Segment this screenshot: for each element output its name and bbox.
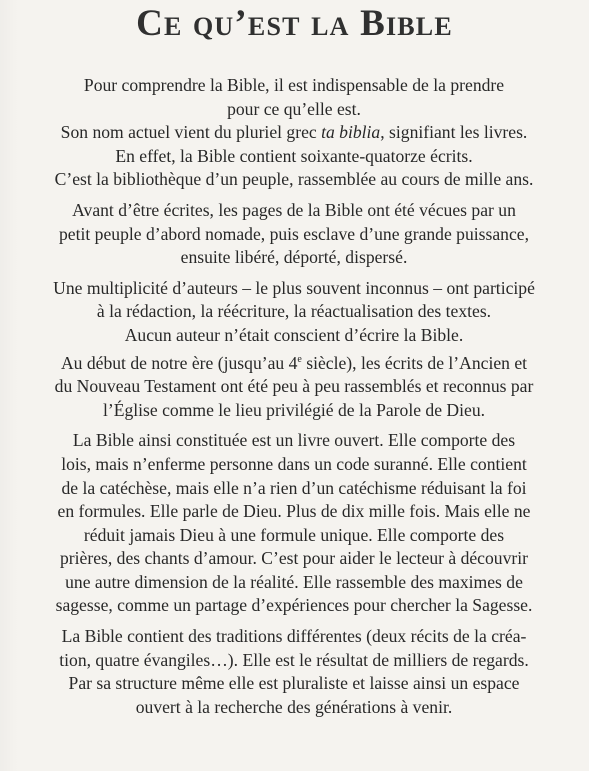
paragraph-intro [28,74,560,192]
text-line [28,121,560,145]
text-line: C’est la bibliothèque d’un peuple, rassemblée au cours de mille ans. [54,169,534,190]
text-fragment: siècle), les écrits de l’Ancien et [301,352,528,373]
paragraph-open-book [28,429,560,618]
text-line: Avant d’être écrites, les pages de la Bible ont été vécues par un [72,199,516,220]
text-line: Aucun auteur n’était conscient d’écrire la Bible. [124,324,464,345]
text-line: tion, quatre évangiles…). Elle est le résultat de milliers de regards. [59,649,529,670]
text-line: Pour comprendre la Bible, il est indispensable de la prendre [83,75,505,95]
text-fragment: , signifiant les livres. [380,122,528,143]
text-line: petit peuple d’abord nomade, puis esclave d’une grande puissance, [59,223,529,244]
paragraph-traditions [28,625,560,719]
text-line: en formules. Elle parle de Dieu. Plus de dix mille fois. Mais elle ne [57,501,531,522]
text-line: ouvert à la recherche des générations à venir. [135,696,453,717]
text-line: La Bible ainsi constituée est un livre ouvert. Elle comporte des [72,430,516,451]
text-line: Par sa structure même elle est pluraliste et laisse ainsi un espace [68,673,520,694]
text-line: ensuite libéré, déporté, dispersé. [180,247,408,268]
text-line: sagesse, comme un partage d’expériences pour chercher la Sagesse. [55,595,533,616]
page-title: Ce qu’est la Bible [136,3,453,44]
text-fragment: Son nom actuel vient du pluriel grec [60,122,322,143]
text-line [28,348,560,376]
text-line: du Nouveau Testament ont été peu à peu rassemblés et reconnus par [54,376,534,397]
text-fragment: Au début de notre ère (jusqu’au 4 [60,352,298,373]
text-line: En effet, la Bible contient soixante-quatorze écrits. [115,145,473,166]
text-line: réduit jamais Dieu à une formule unique. Elle comporte des [83,524,505,545]
text-line: lois, mais n’enferme personne dans un code suranné. Elle contient [61,453,527,474]
text-line: La Bible contient des traditions différentes (deux récits de la créa- [61,626,527,647]
italic-text: ta biblia [321,122,381,143]
document-body [28,74,560,726]
paragraph-authors [28,277,560,423]
text-line: de la catéchèse, mais elle n’a rien d’un catéchisme réduisant la foi [61,477,527,498]
text-line: Une multiplicité d’auteurs – le plus souvent inconnus – ont participé [53,277,535,298]
text-line: une autre dimension de la réalité. Elle rassemble des maximes de [65,571,523,592]
paragraph-history [28,199,560,270]
text-line: pour ce qu’elle est. [227,98,361,119]
text-line: prières, des chants d’amour. C’est pour aider le lecteur à découvrir [59,548,528,569]
superscript-text: e [297,353,302,365]
text-line: à la rédaction, la réécriture, la réactualisation des textes. [96,301,492,322]
text-line: l’Église comme le lieu privilégié de la Parole de Dieu. [102,399,486,420]
